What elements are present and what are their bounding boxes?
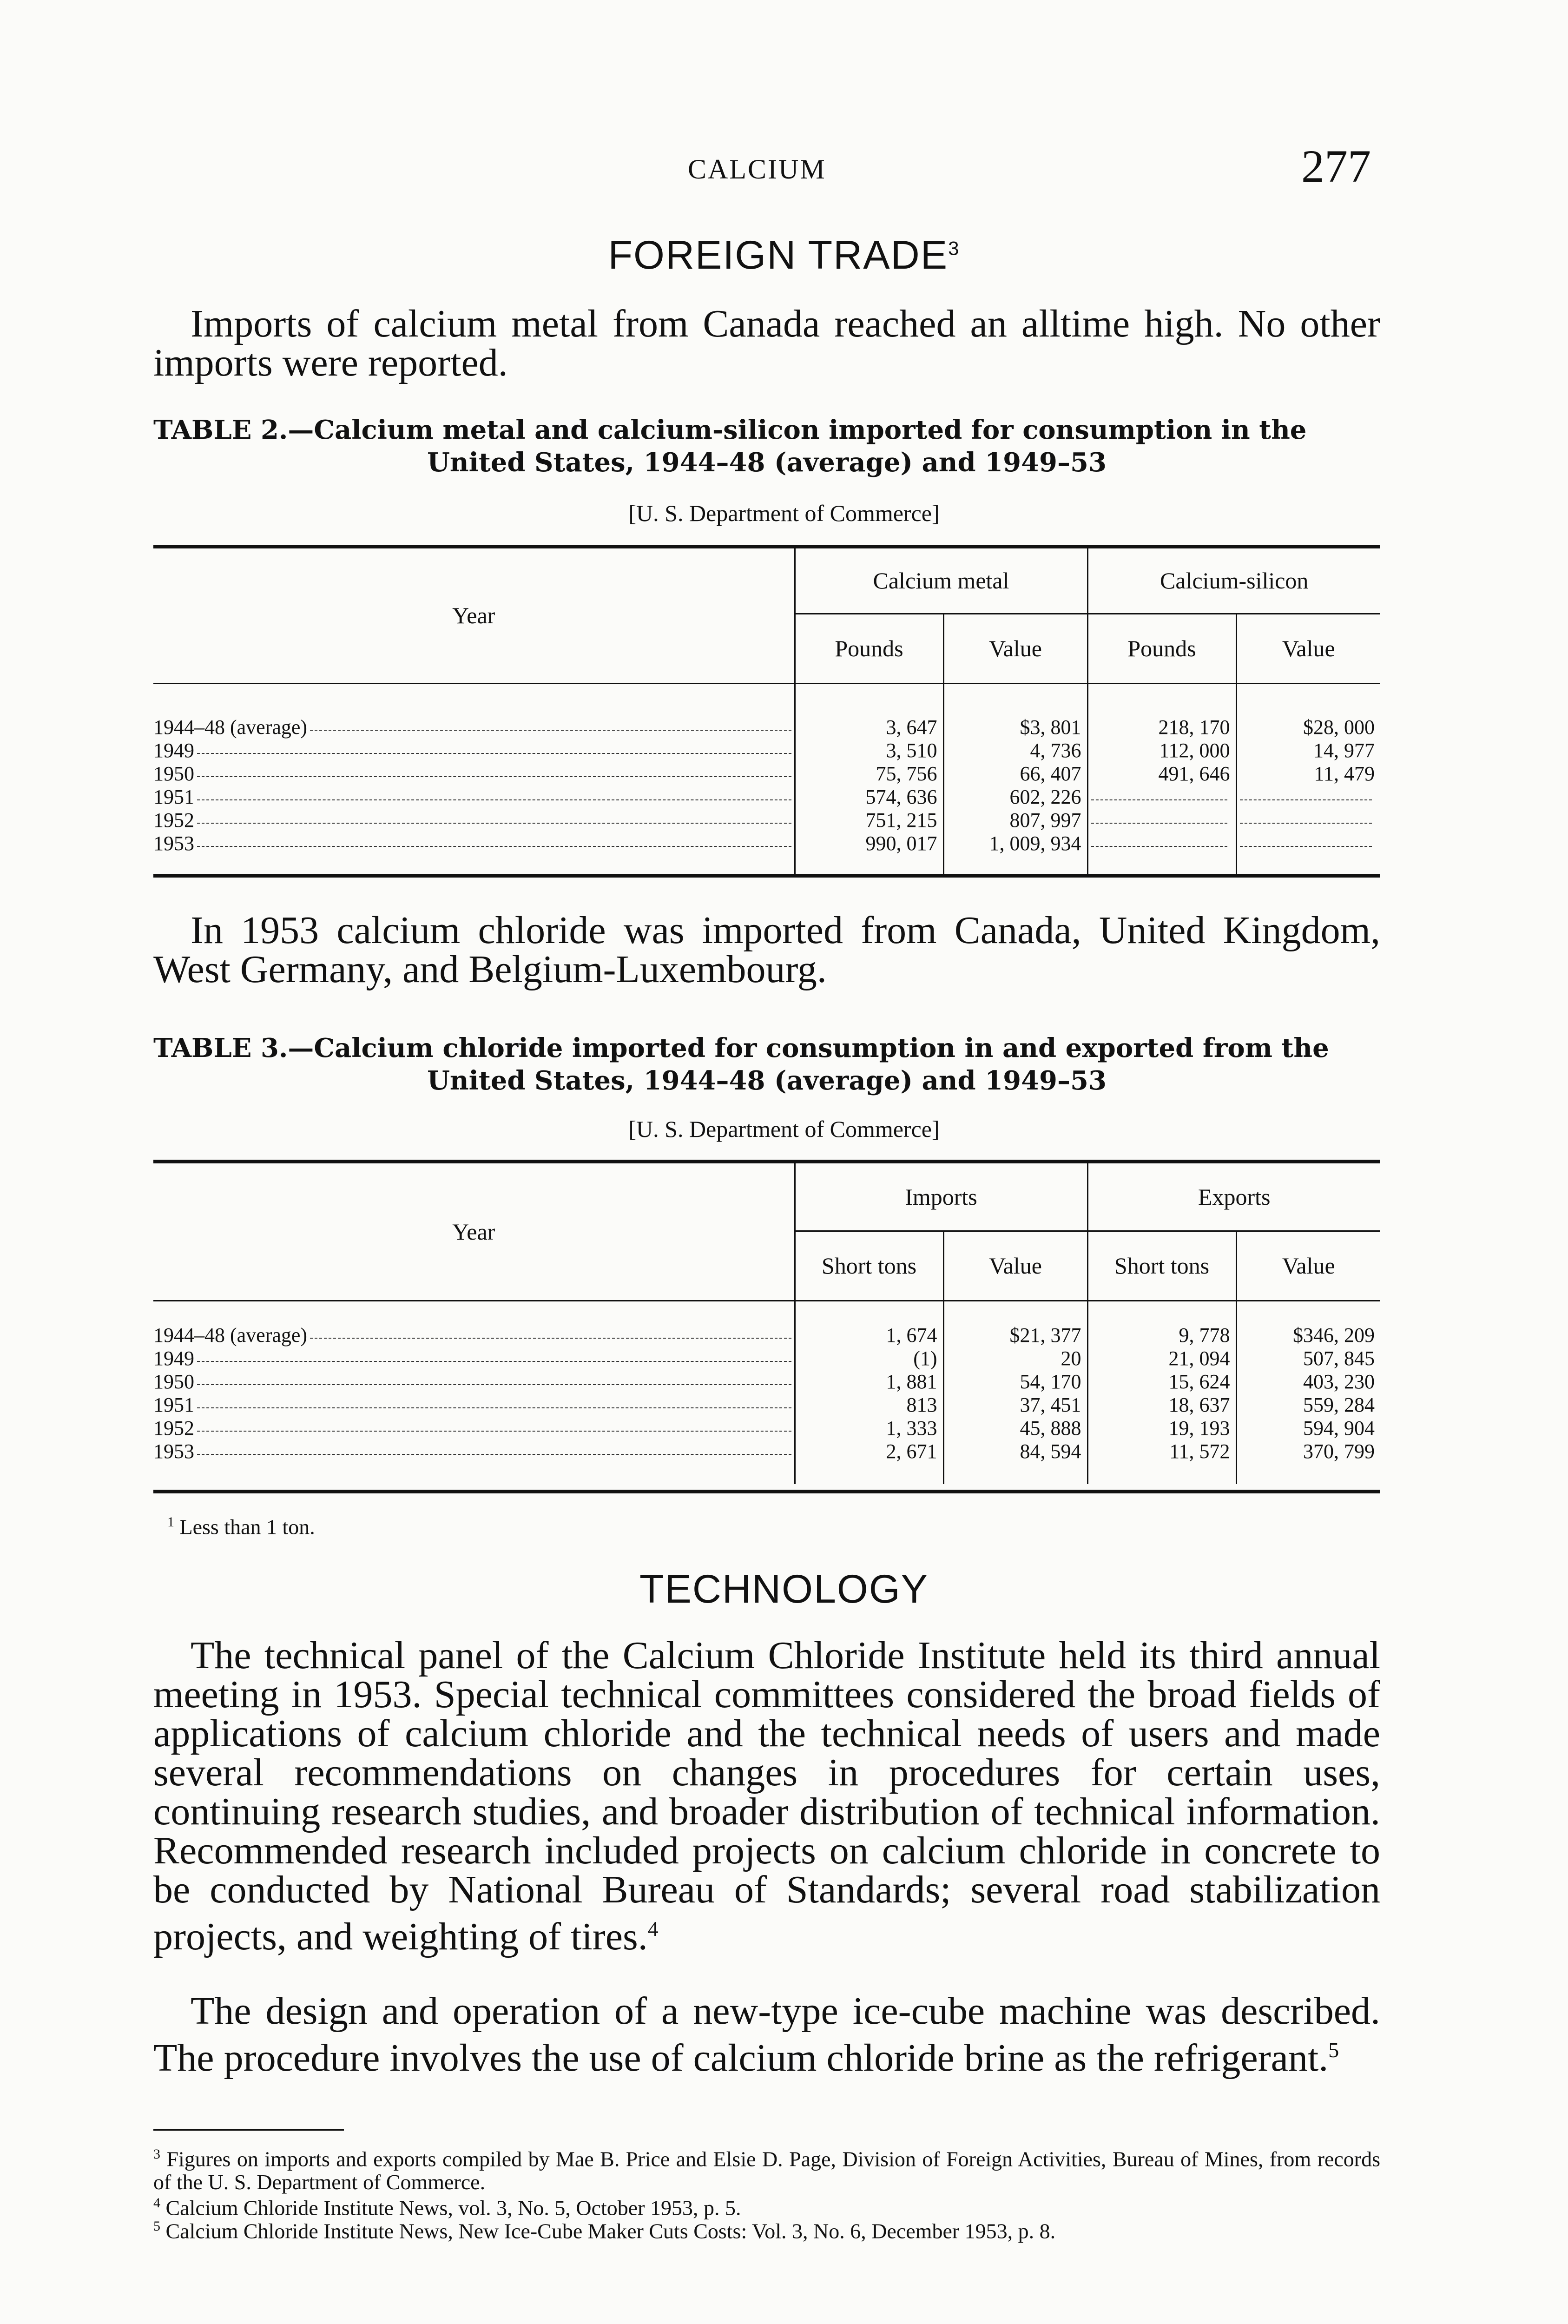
table2-caption — [153, 414, 1380, 479]
table-cell: 45, 888 — [943, 1417, 1087, 1440]
table-cell: 66, 407 — [943, 762, 1087, 786]
table3-caption-line2: United States, 1944–48 (average) and 1949–53 — [427, 1065, 1107, 1096]
calcium-chloride-imports-paragraph: In 1953 calcium chloride was imported from Canada, United Kingdom, West Germany, and Belgium-Luxembourg. — [153, 909, 1380, 991]
table-cell: 370, 799 — [1236, 1440, 1380, 1463]
technology-paragraph-2 — [153, 1989, 1380, 2080]
table-cell: 491, 646 — [1087, 762, 1236, 786]
table-cell: 112, 000 — [1087, 739, 1236, 762]
table-cell: 11, 572 — [1087, 1440, 1236, 1463]
table-cell: 594, 904 — [1236, 1417, 1380, 1440]
table-cell: 602, 226 — [943, 786, 1087, 809]
empty-cell-leader — [1240, 786, 1372, 800]
table3-top-rule — [153, 1160, 1380, 1163]
table-cell: 15, 624 — [1087, 1370, 1236, 1393]
table-cell: 1, 333 — [795, 1417, 943, 1440]
table-cell: 1, 674 — [795, 1324, 943, 1347]
table-cell: (1) — [795, 1347, 943, 1370]
table2-caption-line1: TABLE 2.—Calcium metal and calcium-silicon imported for consumption in the — [153, 415, 1307, 445]
table2-year-header: Year — [153, 548, 795, 683]
table3-column-header: Value — [943, 1231, 1087, 1301]
table-cell: 37, 451 — [943, 1393, 1087, 1417]
table-row — [153, 762, 1380, 786]
table2-column-header: Pounds — [1087, 614, 1236, 683]
table-cell: 9, 778 — [1087, 1324, 1236, 1347]
table2-column-header: Pounds — [795, 614, 943, 683]
table-row — [153, 716, 1380, 739]
table2-caption-line2: United States, 1944–48 (average) and 1949–53 — [427, 447, 1107, 478]
table3-group-header: Exports — [1087, 1163, 1380, 1231]
row-year: 1950 — [153, 762, 194, 785]
table-row — [153, 1440, 1380, 1463]
footnotes-rule — [153, 2129, 344, 2131]
foreign-trade-footnote-ref: 3 — [948, 237, 960, 259]
row-year: 1944–48 (average) — [153, 1324, 308, 1347]
foreign-trade-title: FOREIGN TRADE — [608, 233, 949, 277]
table2-source: [U. S. Department of Commerce] — [628, 500, 940, 526]
row-year: 1950 — [153, 1370, 194, 1393]
row-year: 1952 — [153, 1417, 194, 1439]
empty-cell-leader — [1091, 832, 1227, 847]
table3-source: [U. S. Department of Commerce] — [628, 1116, 940, 1142]
running-head: CALCIUM — [688, 154, 826, 185]
footnote-3 — [153, 2143, 1380, 2194]
table3 — [153, 1163, 1380, 1484]
table2-top-rule — [153, 545, 1380, 548]
table-cell: 3, 647 — [795, 716, 943, 739]
table-row — [153, 809, 1380, 832]
footnote-text: Less than 1 ton. — [179, 1515, 315, 1539]
table-row — [153, 786, 1380, 809]
table-cell: 751, 215 — [795, 809, 943, 832]
table3-caption-line1: TABLE 3.—Calcium chloride imported for consumption in and exported from the — [153, 1033, 1329, 1063]
table-cell: 4, 736 — [943, 739, 1087, 762]
table-cell: 3, 510 — [795, 739, 943, 762]
row-year: 1953 — [153, 832, 194, 855]
page-number: 277 — [1301, 140, 1371, 192]
table3-year-header: Year — [153, 1163, 795, 1301]
table2-bottom-rule — [153, 874, 1380, 878]
table-cell: 20 — [943, 1347, 1087, 1370]
table-cell: 2, 671 — [795, 1440, 943, 1463]
table2-group-header: Calcium-silicon — [1087, 548, 1380, 614]
row-year: 1952 — [153, 809, 194, 832]
row-year: 1949 — [153, 1347, 194, 1370]
table-cell: $3, 801 — [943, 716, 1087, 739]
table3-column-header: Short tons — [1087, 1231, 1236, 1301]
table2-group-header: Calcium metal — [795, 548, 1087, 614]
table-cell: $28, 000 — [1236, 716, 1380, 739]
table3-footnote — [167, 1511, 1394, 1538]
table3-column-header: Value — [1236, 1231, 1380, 1301]
footnote-ref: 4 — [153, 2195, 160, 2211]
table-row — [153, 1347, 1380, 1370]
table2 — [153, 548, 1380, 876]
table-cell: 11, 479 — [1236, 762, 1380, 786]
table3-bottom-rule — [153, 1490, 1380, 1493]
row-year: 1951 — [153, 1393, 194, 1416]
table-cell: 21, 094 — [1087, 1347, 1236, 1370]
footnote-ref: 5 — [153, 2218, 160, 2234]
table-cell: 54, 170 — [943, 1370, 1087, 1393]
foreign-trade-intro: Imports of calcium metal from Canada reached an alltime high. No other imports were reported. — [153, 302, 1380, 384]
footnote-ref: 3 — [153, 2146, 160, 2162]
table-cell: 559, 284 — [1236, 1393, 1380, 1417]
table2-column-header: Value — [1236, 614, 1380, 683]
table-cell: 19, 193 — [1087, 1417, 1236, 1440]
footnote-text: Calcium Chloride Institute News, New Ice-Cube Maker Cuts Costs: Vol. 3, No. 6, December 1953, p. 8. — [165, 2219, 1056, 2243]
footnote-ref: 5 — [1328, 2038, 1339, 2062]
empty-cell-leader — [1091, 786, 1227, 800]
technology-paragraph-2-text: The design and operation of a new-type ice-cube machine was described. The procedure involves the use of calcium chloride brine as the refrigerant. — [153, 1989, 1380, 2080]
table-cell: 574, 636 — [795, 786, 943, 809]
empty-cell-leader — [1240, 832, 1372, 847]
table-cell: $21, 377 — [943, 1324, 1087, 1347]
empty-cell-leader — [1240, 809, 1372, 824]
foreign-trade-heading — [0, 232, 1568, 278]
table2-column-header: Value — [943, 614, 1087, 683]
table-cell: 1, 009, 934 — [943, 832, 1087, 855]
table-cell: 14, 977 — [1236, 739, 1380, 762]
row-year: 1953 — [153, 1440, 194, 1463]
empty-cell-leader — [1091, 809, 1227, 824]
footnote-ref: 1 — [167, 1514, 174, 1530]
table-cell: 507, 845 — [1236, 1347, 1380, 1370]
table-cell: 403, 230 — [1236, 1370, 1380, 1393]
technology-paragraph-1 — [153, 1636, 1380, 1956]
footnote-text: Calcium Chloride Institute News, vol. 3, No. 5, October 1953, p. 5. — [165, 2196, 741, 2220]
technology-title: TECHNOLOGY — [639, 1567, 929, 1611]
table-row — [153, 1417, 1380, 1440]
footnote-ref: 4 — [647, 1917, 659, 1941]
table-cell: 813 — [795, 1393, 943, 1417]
table-row — [153, 739, 1380, 762]
table-cell: 218, 170 — [1087, 716, 1236, 739]
table-cell: 75, 756 — [795, 762, 943, 786]
table-cell: 84, 594 — [943, 1440, 1087, 1463]
row-year: 1951 — [153, 786, 194, 808]
footnote-text: Figures on imports and exports compiled by Mae B. Price and Elsie D. Page, Division of Foreign Activities, Bureau of Mines, from records of the U. S. Department of Commerce. — [153, 2147, 1381, 2194]
table-cell: 18, 637 — [1087, 1393, 1236, 1417]
row-year: 1949 — [153, 739, 194, 762]
table-row — [153, 832, 1380, 855]
footnote-5 — [153, 2215, 1380, 2243]
technology-paragraph-1-text: The technical panel of the Calcium Chloride Institute held its third annual meeting in 1953. Special technical committees considered the broad fields of applications of calcium chloride and the technical needs of users and made several recommendations on changes in procedures for certain uses, continuing research studies, and broader distribution of technical information. Recommended research included projects on calcium chloride in concrete to be conducted by National Bureau of Standards; several road stabilization projects, and weighting of tires. — [153, 1634, 1380, 1958]
row-year: 1944–48 (average) — [153, 716, 308, 739]
table-cell: 990, 017 — [795, 832, 943, 855]
table-cell: $346, 209 — [1236, 1324, 1380, 1347]
table3-caption — [153, 1032, 1380, 1097]
table-cell: 807, 997 — [943, 809, 1087, 832]
table-row — [153, 1393, 1380, 1417]
table3-column-header: Short tons — [795, 1231, 943, 1301]
table-cell: 1, 881 — [795, 1370, 943, 1393]
table3-group-header: Imports — [795, 1163, 1087, 1231]
table-row — [153, 1324, 1380, 1347]
table-row — [153, 1370, 1380, 1393]
